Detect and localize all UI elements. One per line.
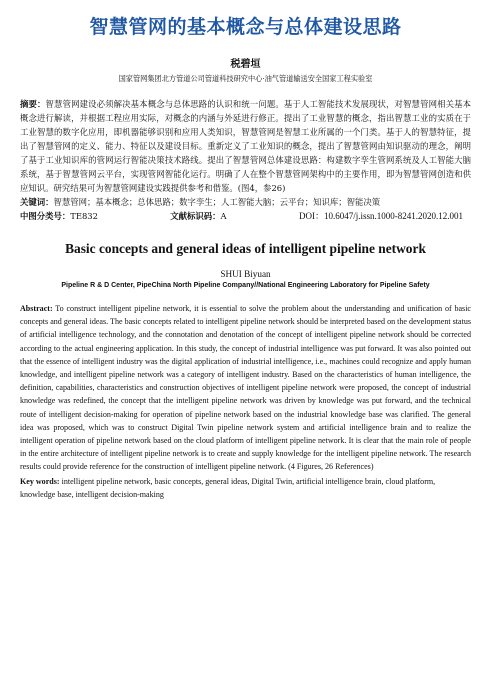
chinese-keywords-text: 智慧管网；基本概念；总体思路；数字孪生；人工智能大脑；云平台；知识库；智能决策 — [53, 197, 381, 207]
chinese-title: 智慧管网的基本概念与总体建设思路 — [89, 16, 402, 38]
clc-number — [20, 210, 98, 223]
english-abstract-text: To construct intelligent pipeline network, it is essential to solve the problem about the understanding and unification of basic concepts and general ideas. The basic concepts related to intelligent pipeline network should be interpreted based on the development status of artificial intelligence technology, and the connotation and denotation of the concept of intelligent pipeline network should be corrected according to the actual engineering application. In this study, the concept of industrial intelligence was put forward. It was also pointed out that the essence of intelligent industry was the digital application of industrial intelligence, i.e., machines could recognize and apply human knowledge, and intelligent pipeline network was a category of intelligent industry. Based on the characteristics of human intelligence, the definition, capabilities, characteristics and construction objectives of intelligent pipeline network were proposed, the concept of industrial knowledge was redefined, the concept that the intelligent pipeline network was driven by knowledge was put forward, and the technical route of intelligent decision-making for operation of pipeline network based on the industrial knowledge base was clarified. The general idea was proposed, which was to construct Digital Twin pipeline network system and artificial intelligence brain and to realize the intelligent operation of pipeline network based on the cloud platform of intelligent pipeline network. It is clear that the main role of people in the entire architecture of intelligent pipeline network is to create and supply knowledge for the intelligent pipeline network. The research results could provide reference for the construction of intelligent pipeline network. (4 Figures, 26 References) — [20, 304, 472, 472]
document-code — [170, 210, 226, 223]
chinese-keywords — [20, 196, 471, 209]
chinese-abstract-text: 智慧管网建设必须解决基本概念与总体思路的认识和统一问题。基于人工智能技术发展现状，对智慧管网相关基本概念进行解读，并根据工程应用实际，对概念的内涵与外延进行修正。提出了工业智慧的概念，指出智慧工业的实质在于工业智慧的数字化应用，即机器能够识别和应用人类知识，智慧管网是智慧工业所属的一个门类。基于人的智慧特征，提出了智慧管网的定义、能力、特征以及建设目标。重新定义了工业知识的概念，提出了智慧管网由知识驱动的理念，阐明了基于工业知识库的管网运行智能决策技术路线。提出了智慧管网总体建设思路：构建数字孪生管网系统及人工智能大脑系统，基于智慧管网云平台，实现管网智能化运行。明确了人在整个智慧管网架构中的主要作用，即为智慧管网创造和供应知识。研究结果可为智慧管网建设实践提供参考和借鉴。(图4，参26) — [20, 99, 472, 193]
english-abstract — [20, 302, 471, 474]
english-author: SHUI Biyuan — [220, 269, 271, 279]
doi — [299, 210, 463, 223]
chinese-abstract — [20, 97, 471, 195]
doi-value: 10.6047/j.issn.1000-8241.2020.12.001 — [323, 211, 463, 221]
document-code-label: 文献标识码： — [170, 211, 221, 221]
english-keywords-text: intelligent pipeline network, basic concepts, general ideas, Digital Twin, artificial intelligence brain, cloud platform, knowledge base, intelligent decision-making — [20, 476, 436, 499]
chinese-abstract-label: 摘要： — [20, 99, 46, 109]
classification-line — [20, 210, 471, 223]
chinese-keywords-label: 关键词： — [20, 197, 54, 207]
chinese-author: 税碧垣 — [230, 59, 261, 70]
english-abstract-label: Abstract: — [20, 304, 53, 313]
english-keywords-label: Key words: — [20, 476, 60, 486]
clc-label: 中图分类号： — [20, 211, 71, 221]
english-keywords — [20, 475, 471, 501]
english-affiliation: Pipeline R & D Center, PipeChina North Pipeline Company//National Engineering Laboratory for Pipeline Safety — [61, 282, 430, 289]
chinese-affiliation: 国家管网集团北方管道公司管道科技研究中心·油气管道输送安全国家工程实验室 — [118, 74, 373, 83]
clc-value: TE832 — [70, 211, 98, 221]
doi-label: DOI： — [298, 211, 324, 221]
english-title: Basic concepts and general ideas of intelligent pipeline network — [65, 241, 426, 256]
document-code-value: A — [220, 211, 227, 221]
